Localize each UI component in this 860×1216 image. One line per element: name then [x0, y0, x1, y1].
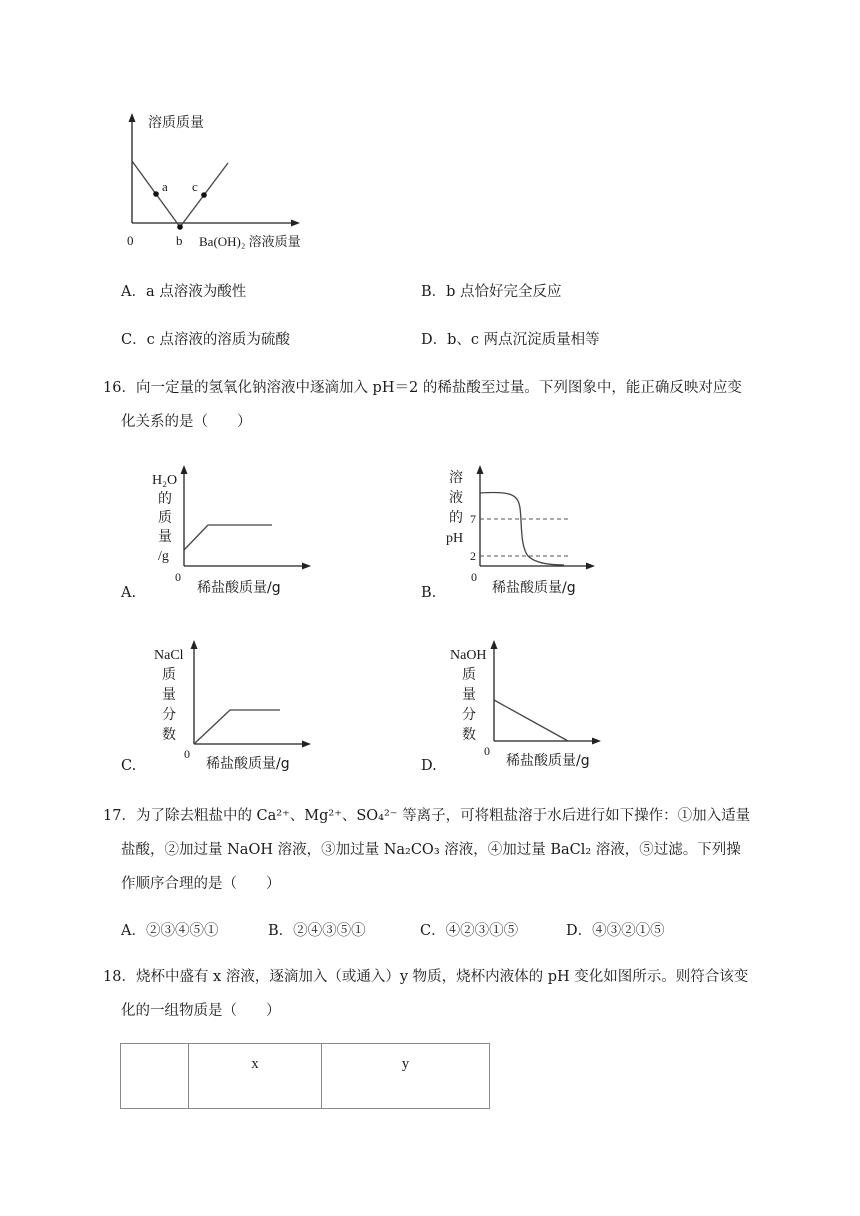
q17-stem-line1: 17．为了除去粗盐中的 Ca²⁺、Mg²⁺、SO₄²⁻ 等离子，可将粗盐溶于水后进行如下操作：①加入适量 [103, 808, 751, 824]
q16d-x-label: 稀盐酸质量/g [506, 753, 590, 769]
q16d-y-label-1: 质 [462, 667, 476, 683]
q16a-x-arrow [302, 563, 311, 570]
q17-option-c[interactable]: C．④②③①⑤ [420, 923, 519, 939]
q16c-x-arrow [302, 741, 311, 748]
q15-option-c[interactable]: C．c 点溶液的溶质为硫酸 [121, 332, 290, 348]
q15-label-a: a [162, 179, 168, 194]
q16-graph-c [140, 635, 320, 780]
q16-stem-line2: 化关系的是（ ） [121, 414, 252, 430]
q18-table-cell-blank [121, 1044, 189, 1109]
q16b-tick-2: 2 [470, 549, 476, 563]
q16b-y-label-1: 液 [449, 490, 463, 506]
q15-point-b [177, 224, 183, 230]
q16c-origin: 0 [184, 747, 190, 761]
q16b-y-label-3: pH [446, 531, 464, 546]
q15-label-c: c [192, 179, 198, 194]
q16a-y-label-2: 质 [158, 510, 172, 526]
q15-y-label: 溶质质量 [148, 115, 204, 131]
q16b-origin: 0 [471, 570, 477, 584]
q15-curve [132, 161, 228, 227]
q15-origin: 0 [127, 233, 134, 248]
q16d-origin: 0 [484, 744, 490, 758]
q16d-curve [494, 700, 568, 741]
q16-option-d[interactable]: D. [421, 758, 437, 774]
q15-graph [118, 105, 348, 255]
q15-option-d[interactable]: D．b、c 两点沉淀质量相等 [421, 332, 600, 348]
q16d-y-label-2: 量 [462, 687, 476, 703]
q16a-origin: 0 [175, 570, 181, 584]
q16-graph-b [440, 460, 620, 605]
q15-point-c [201, 192, 207, 198]
q16b-tick-7: 7 [470, 512, 476, 526]
q16a-y-label-0: H₂O [152, 473, 178, 488]
q18-stem-line1: 18．烧杯中盛有 x 溶液，逐滴加入（或通入）y 物质，烧杯内液体的 pH 变化如图所示。则符合该变 [103, 969, 749, 985]
q15-option-a[interactable]: A．a 点溶液为酸性 [121, 284, 247, 300]
q16-graph-a [140, 460, 320, 605]
q15-x-arrow [291, 220, 300, 227]
q15-label-b: b [176, 233, 183, 248]
q15-y-arrow [129, 113, 136, 122]
q16a-y-arrow [181, 465, 188, 474]
q18-table-cell-x: x [189, 1044, 322, 1109]
q16c-y-label-3: 分 [162, 707, 176, 723]
q16d-x-arrow [592, 738, 601, 745]
q17-option-d[interactable]: D．④③②①⑤ [566, 923, 665, 939]
q16a-curve [184, 525, 272, 550]
q16d-y-arrow [491, 640, 498, 649]
q16-option-c[interactable]: C. [121, 758, 137, 774]
q15-point-a [153, 191, 159, 197]
q18-stem-line2: 化的一组物质是（ ） [121, 1003, 281, 1019]
q16b-x-arrow [586, 563, 595, 570]
q17-stem-line2: 盐酸，②加过量 NaOH 溶液，③加过量 Na₂CO₃ 溶液，④加过量 BaCl₂ 溶液，⑤过滤。下列操 [121, 842, 741, 858]
q17-option-a[interactable]: A．②③④⑤① [121, 923, 219, 939]
q16b-y-label-0: 溶 [449, 470, 463, 486]
q16d-y-label-0: NaOH [450, 648, 487, 663]
q16c-y-label-4: 数 [162, 727, 176, 743]
q16c-y-label-0: NaCl [154, 648, 184, 663]
q16b-y-label-2: 的 [449, 510, 463, 526]
q16a-x-label: 稀盐酸质量/g [197, 580, 281, 596]
q16a-y-label-4: /g [158, 549, 169, 564]
q16b-x-label: 稀盐酸质量/g [492, 580, 576, 596]
q16b-curve [480, 492, 564, 565]
q16c-curve [194, 710, 280, 744]
q18-table [120, 1043, 490, 1109]
q16d-y-label-4: 数 [462, 727, 476, 743]
q16a-y-label-1: 的 [158, 491, 172, 507]
q16c-y-label-1: 质 [162, 667, 176, 683]
q16a-y-label-3: 量 [158, 529, 172, 545]
q16c-y-label-2: 量 [162, 687, 176, 703]
q16-stem-line1: 16．向一定量的氢氧化钠溶液中逐滴加入 pH＝2 的稀盐酸至过量。下列图象中，能正确反映对应变 [103, 380, 742, 396]
q16c-x-label: 稀盐酸质量/g [206, 756, 290, 772]
q15-x-label: Ba(OH)₂ 溶液质量 [199, 234, 301, 249]
q16-graph-d [440, 635, 620, 780]
q15-option-b[interactable]: B．b 点恰好完全反应 [421, 284, 562, 300]
q17-option-b[interactable]: B．②④③⑤① [268, 923, 366, 939]
q16-option-a[interactable]: A. [121, 585, 137, 601]
q16d-y-label-3: 分 [462, 707, 476, 723]
q16c-y-arrow [191, 640, 198, 649]
q18-table-header-row [121, 1044, 490, 1109]
q16b-y-arrow [477, 465, 484, 474]
q17-stem-line3: 作顺序合理的是（ ） [121, 876, 281, 892]
q18-table-cell-y: y [322, 1044, 490, 1109]
q16-option-b[interactable]: B. [421, 585, 437, 601]
